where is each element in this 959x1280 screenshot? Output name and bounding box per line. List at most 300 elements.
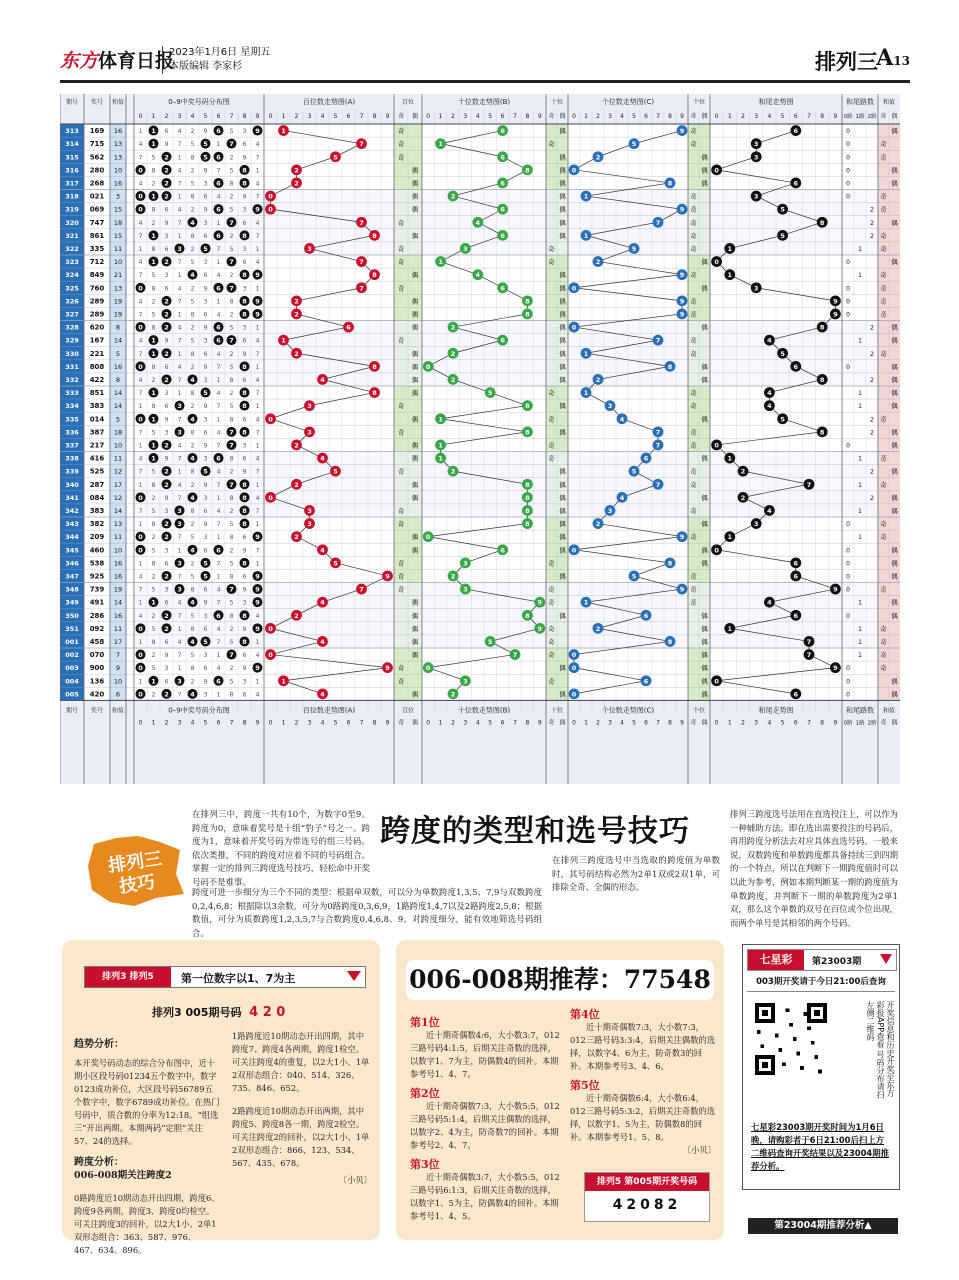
- grid-digit-label: 2: [451, 719, 455, 727]
- grid-number: 014: [89, 415, 105, 424]
- dist-miss: 5: [190, 573, 195, 581]
- dist-miss: 9: [164, 652, 169, 660]
- trend-ball-label: 2: [595, 258, 601, 267]
- grid-digit-label: 1: [727, 719, 732, 727]
- trend-ball-label: 8: [819, 375, 825, 384]
- grid-header-label: 和值: [882, 99, 896, 106]
- dist-miss: 9: [203, 324, 208, 332]
- grid-digit-label: 1: [438, 113, 443, 120]
- oe-cell: 偶: [559, 205, 566, 214]
- trend-ball-label: 0: [268, 192, 273, 201]
- oe-cell: 偶: [559, 323, 566, 332]
- oe-cell: 奇: [548, 598, 555, 607]
- dist-miss: 3: [203, 337, 208, 345]
- dist-miss: 7: [138, 350, 143, 358]
- oe-cell: 奇: [397, 336, 405, 345]
- grid-digit-label: 2: [294, 113, 299, 120]
- road-cell: 2: [870, 219, 874, 227]
- oe-cell: 奇: [397, 244, 405, 253]
- trend-ball-label: 1: [438, 454, 443, 463]
- grid-issue: 315: [65, 153, 79, 162]
- road-cell: 2: [870, 232, 874, 240]
- grid-header-label: 和值: [882, 707, 896, 715]
- road-cell: 1: [858, 652, 862, 660]
- oe-cell: 奇: [690, 572, 697, 581]
- oe-cell: 偶: [411, 690, 419, 699]
- grid-sum: 19: [113, 310, 123, 319]
- dist-miss: 1: [177, 468, 182, 476]
- trend-ball-label: 6: [500, 179, 505, 188]
- dist-ball-label: 9: [255, 310, 260, 319]
- trend-ball-label: 8: [525, 520, 530, 529]
- grid-issue: 350: [65, 611, 79, 620]
- dist-miss: 4: [138, 376, 143, 384]
- grid-sum: 12: [113, 467, 123, 476]
- dist-miss: 1: [216, 573, 221, 581]
- oe-cell: 偶: [891, 362, 898, 371]
- grid-issue: 332: [65, 375, 79, 384]
- grid-digit-label: 3: [463, 719, 468, 727]
- trend-ball-label: 6: [793, 179, 799, 188]
- dist-ball-label: 3: [177, 402, 182, 411]
- grid-issue: 322: [65, 244, 79, 253]
- dist-ball-label: 2: [164, 323, 169, 332]
- grid-digit-label: 3: [307, 113, 312, 120]
- trend-ball-label: 1: [583, 349, 589, 358]
- dist-miss: 8: [190, 232, 195, 240]
- oe-cell: 偶: [411, 297, 419, 306]
- dist-ball-label: 4: [190, 454, 195, 463]
- dist-miss: 8: [229, 573, 234, 581]
- grid-digit-label: 0: [138, 113, 143, 120]
- dist-miss: 3: [203, 534, 208, 542]
- road-cell: 0: [846, 442, 850, 450]
- trend-ball-label: 1: [583, 192, 589, 201]
- dist-ball-label: 0: [138, 284, 143, 293]
- trend-ball-label: 3: [753, 192, 759, 201]
- dist-miss: 8: [151, 324, 156, 332]
- dist-ball-label: 1: [151, 336, 156, 345]
- road-cell: 0: [846, 141, 850, 149]
- dist-miss: 5: [190, 337, 195, 345]
- dist-ball-label: 9: [255, 271, 260, 280]
- grid-digit-label: 6: [644, 719, 648, 727]
- grid-issue: 335: [65, 415, 79, 424]
- dist-miss: 3: [164, 390, 169, 398]
- dist-miss: 1: [216, 141, 221, 149]
- oe-cell: 奇: [548, 140, 555, 149]
- dist-miss: 3: [164, 665, 169, 673]
- trend-ball-label: 4: [767, 598, 772, 607]
- grid-sum: 16: [113, 559, 123, 568]
- oe-cell: 奇: [690, 271, 697, 280]
- oe-cell: 奇: [690, 506, 697, 515]
- dist-miss: 3: [164, 507, 169, 515]
- grid-digit-label: 9: [680, 719, 684, 727]
- grid-digit-label: 5: [488, 113, 493, 120]
- trend-ball-label: 7: [806, 480, 812, 489]
- dist-ball-label: 5: [203, 637, 208, 646]
- trend-ball-label: 8: [525, 428, 530, 437]
- trend-ball-label: 7: [655, 480, 661, 489]
- trend-ball-label: 2: [450, 323, 456, 332]
- grid-header-label: 和值: [111, 99, 125, 106]
- grid-digit-label: 1: [151, 719, 156, 727]
- dist-miss: 8: [151, 245, 156, 253]
- grid-digit-label: 2: [294, 719, 299, 727]
- road-cell: 2: [870, 494, 874, 502]
- dist-ball-label: 8: [242, 271, 247, 280]
- dist-miss: 9: [203, 285, 208, 293]
- trend-ball-label: 0: [268, 624, 273, 633]
- trend-ball-label: 8: [525, 166, 530, 175]
- trend-ball-label: 6: [793, 690, 799, 699]
- dist-miss: 3: [164, 272, 169, 280]
- dist-ball-label: 2: [164, 467, 169, 476]
- dist-ball-label: 6: [216, 231, 221, 240]
- issue-editor: 本版编辑 李家杉: [169, 61, 243, 72]
- oe-cell: 奇: [880, 480, 887, 489]
- grid-number: 092: [89, 624, 105, 633]
- trend-ball-label: 4: [320, 598, 325, 607]
- grid-digit-label: 0: [572, 719, 576, 727]
- grid-digit-label: 6: [793, 113, 798, 120]
- dist-ball-label: 4: [190, 637, 195, 646]
- trend-ball-label: 3: [607, 506, 613, 515]
- dist-miss: 4: [177, 324, 182, 332]
- oe-cell: 奇: [690, 349, 697, 358]
- trend-ball-label: 8: [525, 480, 530, 489]
- grid-digit-label: 8: [372, 113, 377, 120]
- dist-miss: 7: [177, 298, 182, 306]
- oe-cell: 偶: [891, 611, 898, 620]
- oe-cell: 偶: [701, 362, 708, 371]
- oe-cell: 偶: [559, 284, 566, 293]
- grid-header-label: 个位数走势图(C): [601, 98, 655, 106]
- oe-cell: 偶: [559, 179, 566, 188]
- dist-miss: 5: [151, 625, 156, 633]
- oe-cell: 偶: [411, 611, 419, 620]
- oe-cell: 偶: [411, 205, 419, 214]
- oe-cell: 奇: [690, 428, 697, 437]
- grid-digit-label: 6: [500, 113, 505, 120]
- article-para-4: 排列三跨度选号法用在直选投注上，可以作为一种辅助方法。即在选出需要投注的号码后，再用跨度分析法去对应具体直选号码。一般来说，双数跨度和单数跨度都具备持续三到四期的一个特点，所以在判断下一期跨度值时可以以此为参考，例如本期判断某一期的跨度值为单数跨度，并判断下一期的单数跨度为2单1双，那么这个单数的双号在百位或个位出现，而两个单号是其相邻的两个号码。: [730, 809, 898, 928]
- grid-number: 069: [89, 205, 105, 214]
- oe-cell: 偶: [891, 493, 898, 502]
- grid-sum: 10: [113, 677, 123, 686]
- trend-ball-label: 7: [655, 218, 661, 227]
- grid-digit-label: 7: [359, 113, 364, 120]
- dist-miss: 7: [138, 468, 143, 476]
- oe-cell: 偶: [891, 441, 898, 450]
- oe-cell: 奇: [548, 441, 555, 450]
- grid-number: 217: [89, 441, 105, 450]
- oe-cell: 偶: [701, 323, 708, 332]
- dist-ball-label: 3: [177, 520, 182, 529]
- road-cell: 1: [858, 638, 862, 646]
- dist-ball-label: 2: [164, 520, 169, 529]
- oe-cell: 偶: [559, 153, 566, 162]
- oe-cell: 偶: [559, 192, 566, 201]
- oe-cell: 偶: [891, 559, 898, 568]
- trend-ball-label: 0: [571, 546, 577, 555]
- dist-miss: 2: [151, 180, 156, 188]
- trend-ball-label: 2: [595, 153, 601, 162]
- oe-cell: 偶: [559, 349, 566, 358]
- dist-ball-label: 4: [190, 493, 195, 502]
- grid-digit-label: 6: [793, 719, 798, 727]
- grid-digit-label: 2: [164, 113, 169, 120]
- grid-header-label: 个位: [692, 707, 706, 715]
- road-cell: 1: [858, 403, 862, 411]
- dist-miss: 4: [177, 442, 182, 450]
- trend-ball-label: 2: [450, 467, 456, 476]
- grid-oe-label: 奇: [397, 719, 405, 727]
- dist-miss: 2: [190, 245, 195, 253]
- grid-sum: 14: [113, 336, 123, 345]
- dist-miss: 4: [216, 507, 221, 515]
- oe-cell: 偶: [559, 546, 566, 555]
- road-cell: 2: [870, 350, 874, 358]
- trend-ball-label: 0: [714, 546, 719, 555]
- dist-ball-label: 6: [216, 323, 221, 332]
- grid-number: 620: [89, 323, 105, 332]
- dist-miss: 1: [138, 128, 143, 136]
- oe-cell: 偶: [559, 493, 566, 502]
- dist-ball-label: 4: [190, 271, 195, 280]
- trend-ball-label: 2: [595, 375, 601, 384]
- dist-ball-label: 6: [216, 153, 221, 162]
- road-cell: 2: [870, 416, 874, 424]
- oe-cell: 奇: [397, 559, 405, 568]
- dist-miss: 8: [190, 154, 195, 162]
- dist-miss: 1: [177, 272, 182, 280]
- oe-cell: 偶: [411, 231, 419, 240]
- road-cell: 0: [846, 180, 850, 188]
- dist-ball-label: 3: [177, 428, 182, 437]
- grid-oe-label: 奇: [548, 719, 555, 727]
- trend-ball-label: 9: [385, 664, 390, 673]
- grid-number: 169: [89, 127, 105, 136]
- dist-miss: 7: [138, 311, 143, 319]
- dist-miss: 4: [138, 219, 143, 227]
- trend-ball-label: 8: [525, 297, 530, 306]
- trend-ball-label: 9: [679, 297, 685, 306]
- trend-ball-label: 9: [537, 598, 543, 607]
- grid-issue: 316: [65, 166, 79, 175]
- dist-ball-label: 7: [229, 336, 234, 345]
- dist-miss: 4: [216, 311, 221, 319]
- oe-cell: 奇: [548, 637, 555, 646]
- dist-miss: 6: [203, 625, 208, 633]
- grid-oe-label: 奇: [397, 113, 405, 120]
- oe-cell: 奇: [397, 585, 405, 594]
- qr-code-icon[interactable]: [753, 1001, 829, 1077]
- dist-miss: 3: [164, 429, 169, 437]
- dist-miss: 1: [138, 599, 143, 607]
- road-cell: 1: [858, 455, 862, 463]
- box2-title: 006-008期推荐：77548: [406, 960, 714, 1000]
- trend-ball-label: 8: [525, 310, 530, 319]
- oe-cell: 奇: [690, 598, 697, 607]
- section-title: 排列三: [815, 49, 878, 74]
- trend-ball-label: 8: [372, 271, 377, 280]
- oe-cell: 偶: [701, 415, 708, 424]
- dist-miss: 8: [190, 625, 195, 633]
- oe-cell: 奇: [880, 231, 887, 240]
- dist-miss: 4: [255, 612, 260, 620]
- dist-miss: 8: [229, 416, 234, 424]
- dist-miss: 4: [177, 167, 182, 175]
- dist-miss: 1: [255, 324, 260, 332]
- oe-cell: 奇: [397, 284, 405, 293]
- pl5-result-label: 排列5 第005期开奖号码: [585, 1173, 709, 1191]
- dist-miss: 5: [229, 560, 234, 568]
- grid-number: 715: [89, 140, 105, 149]
- oe-cell: 偶: [701, 166, 708, 175]
- grid-digit-label: 7: [807, 719, 811, 727]
- trend-ball-label: 8: [819, 218, 825, 227]
- dist-ball-label: 5: [203, 153, 208, 162]
- grid-digit-label: 9: [833, 113, 838, 120]
- dist-miss: 5: [151, 507, 156, 515]
- trend-ball-label: 6: [643, 611, 649, 620]
- dist-ball-label: 9: [255, 598, 260, 607]
- trend-ball-label: 8: [667, 362, 673, 371]
- grid-digit-label: 5: [333, 719, 338, 727]
- grid-header-label: 0–9中奖号码分布图: [168, 706, 230, 715]
- dist-miss: 6: [164, 285, 169, 293]
- dist-ball-label: 8: [242, 402, 247, 411]
- road-cell: 0: [846, 665, 850, 673]
- oe-cell: 奇: [880, 140, 887, 149]
- trend-ball-label: 4: [767, 336, 772, 345]
- dist-miss: 5: [190, 612, 195, 620]
- grid-number: 422: [89, 375, 105, 384]
- dist-miss: 6: [164, 560, 169, 568]
- trend-ball-label: 0: [268, 651, 273, 660]
- dist-miss: 3: [203, 180, 208, 188]
- dist-miss: 6: [242, 652, 247, 660]
- dist-miss: 2: [151, 612, 156, 620]
- dist-miss: 7: [138, 154, 143, 162]
- dist-miss: 9: [242, 665, 247, 673]
- grid-header-label: 十位数走势图(B): [457, 706, 511, 715]
- dist-miss: 4: [216, 390, 221, 398]
- oe-cell: 偶: [891, 546, 898, 555]
- dist-miss: 1: [138, 481, 143, 489]
- grid-sum: 11: [113, 454, 123, 463]
- grid-digit-label: 9: [680, 113, 684, 120]
- oe-cell: 奇: [880, 284, 887, 293]
- grid-digit-label: 4: [190, 719, 195, 727]
- grid-oe-label: 奇: [548, 113, 555, 120]
- oe-cell: 偶: [559, 572, 566, 581]
- oe-cell: 奇: [690, 205, 697, 214]
- oe-cell: 偶: [411, 323, 419, 332]
- grid-issue: 318: [65, 192, 79, 201]
- dist-ball-label: 9: [255, 533, 260, 542]
- grid-digit-label: 4: [767, 113, 772, 120]
- road-cell: 0: [846, 298, 850, 306]
- oe-cell: 偶: [559, 362, 566, 371]
- oe-cell: 奇: [690, 310, 697, 319]
- trend-ball-label: 0: [571, 166, 577, 175]
- trend-ball-label: 6: [643, 454, 649, 463]
- grid-number: 808: [89, 362, 105, 371]
- dist-miss: 1: [216, 534, 221, 542]
- box1-left-col: 趋势分析： 本开奖号码动态的综合分布图中，近十期小区段号码01234五个数字中，数字0123成功补位，大区段号码56789五个数字中，数字6789成功补位。在热门号码中，质合数的分率为12:18。“组选三”开出两期。本期两码“定胆”关注57、24的选择。 跨度分析： 006-008期关注跨度2 0路跨度近10期动态开出四期，跨度6、跨度9各两期，跨度3、跨度0均检空。可关注跨度3的回补，以2大1小、2单1双形态组合：363、587、976、467、634、896。: [74, 1039, 220, 1255]
- grid-issue: 338: [65, 454, 79, 463]
- next-analysis-link[interactable]: 第23004期推荐分析▲: [748, 1218, 898, 1234]
- trend-ball-label: 7: [359, 284, 364, 293]
- oe-cell: 奇: [880, 454, 887, 463]
- dist-miss: 1: [255, 363, 260, 371]
- oe-cell: 偶: [701, 520, 708, 529]
- road-cell: 0: [846, 586, 850, 594]
- trend-ball-label: 7: [512, 651, 518, 660]
- grid-issue: 329: [65, 336, 79, 345]
- dist-ball-label: 0: [138, 493, 143, 502]
- trend-ball-label: 6: [500, 231, 505, 240]
- grid-sum: 9: [115, 664, 121, 673]
- trend-ball-label: 0: [571, 323, 577, 332]
- dist-miss: 7: [177, 494, 182, 502]
- trend-ball-label: 8: [372, 362, 377, 371]
- grid-header-label: 期号: [65, 99, 79, 106]
- trend-ball-label: 6: [793, 572, 799, 581]
- oe-cell: 奇: [548, 244, 555, 253]
- oe-cell: 奇: [690, 231, 697, 240]
- dist-miss: 3: [203, 691, 208, 699]
- grid-digit-label: 1: [584, 719, 588, 727]
- dist-ball-label: 4: [190, 415, 195, 424]
- trend-ball-label: 0: [714, 258, 719, 267]
- grid-issue: 334: [65, 402, 79, 411]
- dist-ball-label: 0: [138, 651, 143, 660]
- grid-sum: 14: [113, 389, 123, 398]
- oe-cell: 偶: [891, 467, 898, 476]
- dist-miss: 2: [151, 573, 156, 581]
- dist-miss: 5: [190, 534, 195, 542]
- oe-cell: 偶: [411, 651, 419, 660]
- grid-issue: 004: [65, 677, 79, 686]
- dist-miss: 5: [229, 245, 234, 253]
- oe-cell: 偶: [891, 179, 898, 188]
- qxc-notice: 003期开奖请于今日21:00后查询: [747, 975, 895, 992]
- oe-cell: 奇: [690, 389, 697, 398]
- qxc-issue: 第23003期: [812, 957, 862, 967]
- dist-ball-label: 3: [177, 559, 182, 568]
- oe-cell: 奇: [548, 454, 555, 463]
- grid-issue: 344: [65, 533, 79, 542]
- trend-ball-label: 5: [487, 389, 493, 398]
- trend-ball-label: 1: [727, 454, 733, 463]
- dist-miss: 9: [203, 167, 208, 175]
- grid-number: 491: [89, 598, 105, 607]
- trend-ball-label: 9: [679, 585, 685, 594]
- grid-issue: 327: [65, 310, 79, 319]
- grid-digit-label: 7: [359, 719, 364, 727]
- dist-miss: 9: [203, 481, 208, 489]
- grid-number: 335: [89, 244, 105, 253]
- issue-info: [162, 46, 270, 74]
- trend-ball-label: 7: [655, 441, 661, 450]
- dist-miss: 2: [190, 481, 195, 489]
- dist-ball-label: 7: [229, 480, 234, 489]
- trend-ball-label: 0: [425, 533, 431, 542]
- dist-ball-label: 5: [203, 467, 208, 476]
